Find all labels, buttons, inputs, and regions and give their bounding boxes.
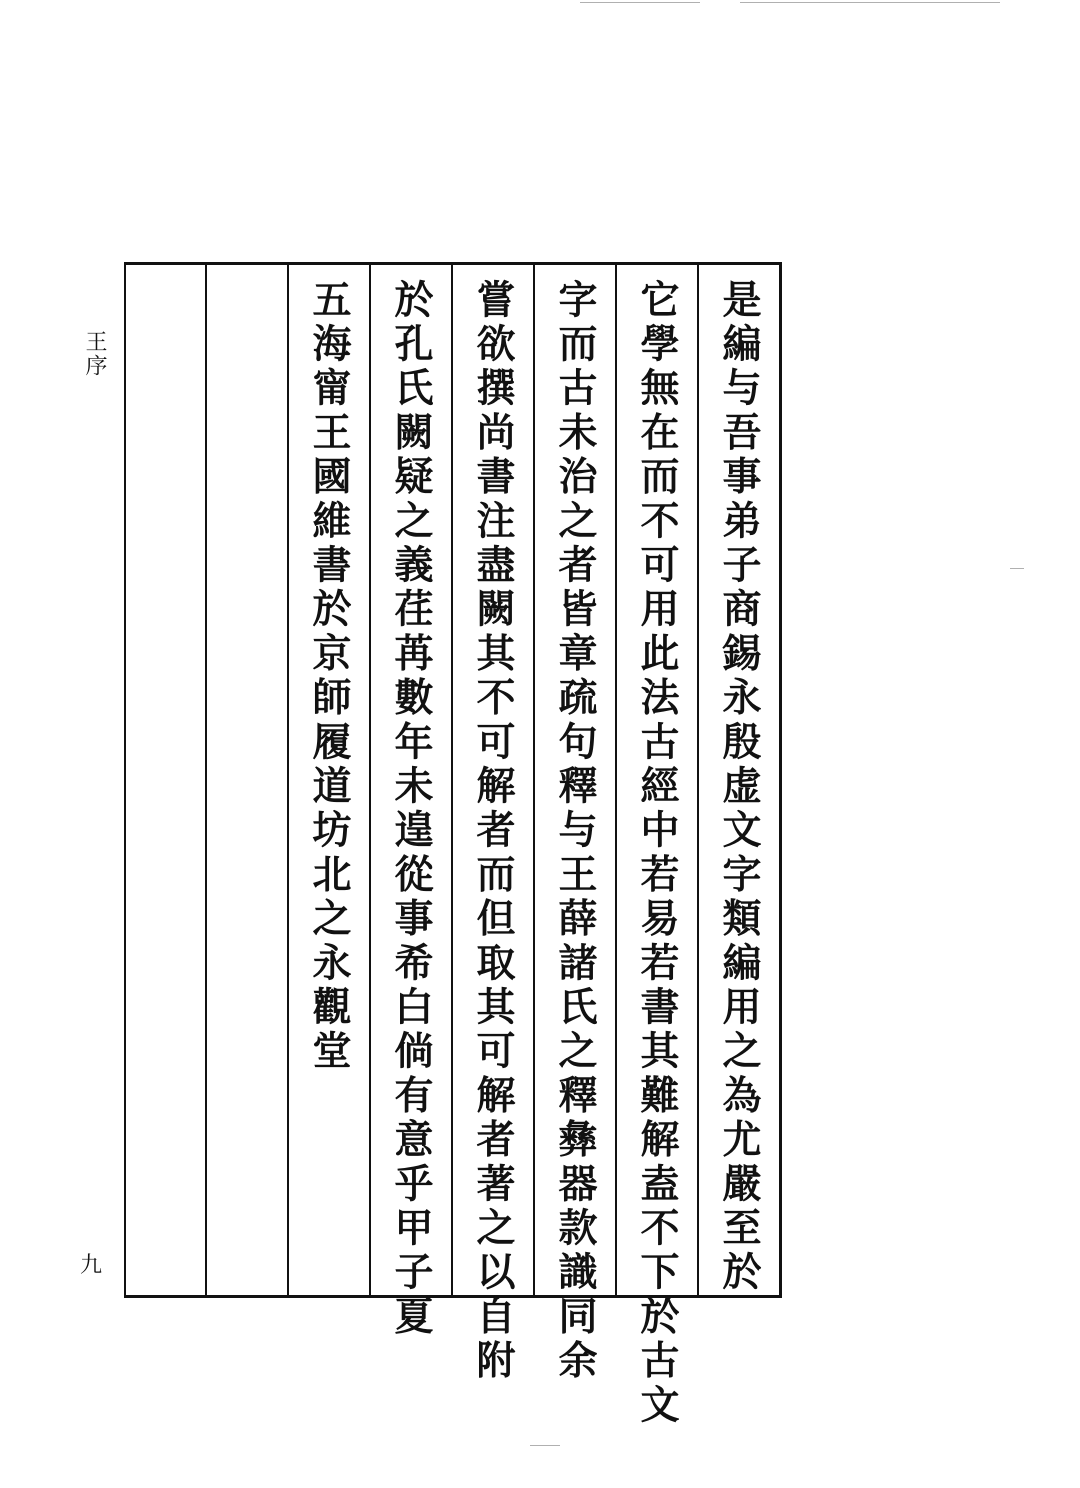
scan-artifact — [530, 1445, 560, 1446]
scan-artifact — [580, 2, 700, 3]
column-text: 五海甯王國維書於京師履道坊北之永觀堂 — [306, 279, 352, 1075]
column-text: 是編与吾事弟子商錫永殷虚文字類編用之為尤嚴至於 — [716, 279, 762, 1296]
text-column — [615, 265, 697, 1429]
text-column — [451, 265, 533, 1384]
column-text: 於孔氏闕疑之義荏苒數年未遑從事希白倘有意乎甲子夏 — [388, 279, 434, 1340]
text-column — [697, 265, 779, 1295]
text-column — [287, 265, 369, 1295]
scan-artifact — [1010, 568, 1024, 569]
section-label: 王序 — [82, 330, 107, 378]
page-number: 九 — [80, 1253, 103, 1278]
column-text: 字而古未治之者皆章疏句釋与王薛諸氏之釋彝器款識同余 — [552, 279, 598, 1384]
column-text: 它學無在而不可用此法古經中若易若書其難解盍不下於古文 — [634, 279, 680, 1429]
text-column — [369, 265, 451, 1340]
empty-column — [205, 265, 287, 1295]
scan-artifact — [740, 2, 1000, 3]
text-frame — [124, 262, 782, 1429]
column-text: 嘗欲撰尚書注盡闕其不可解者而但取其可解者著之以自附 — [470, 279, 516, 1384]
empty-column — [126, 265, 205, 1295]
text-column — [533, 265, 615, 1384]
